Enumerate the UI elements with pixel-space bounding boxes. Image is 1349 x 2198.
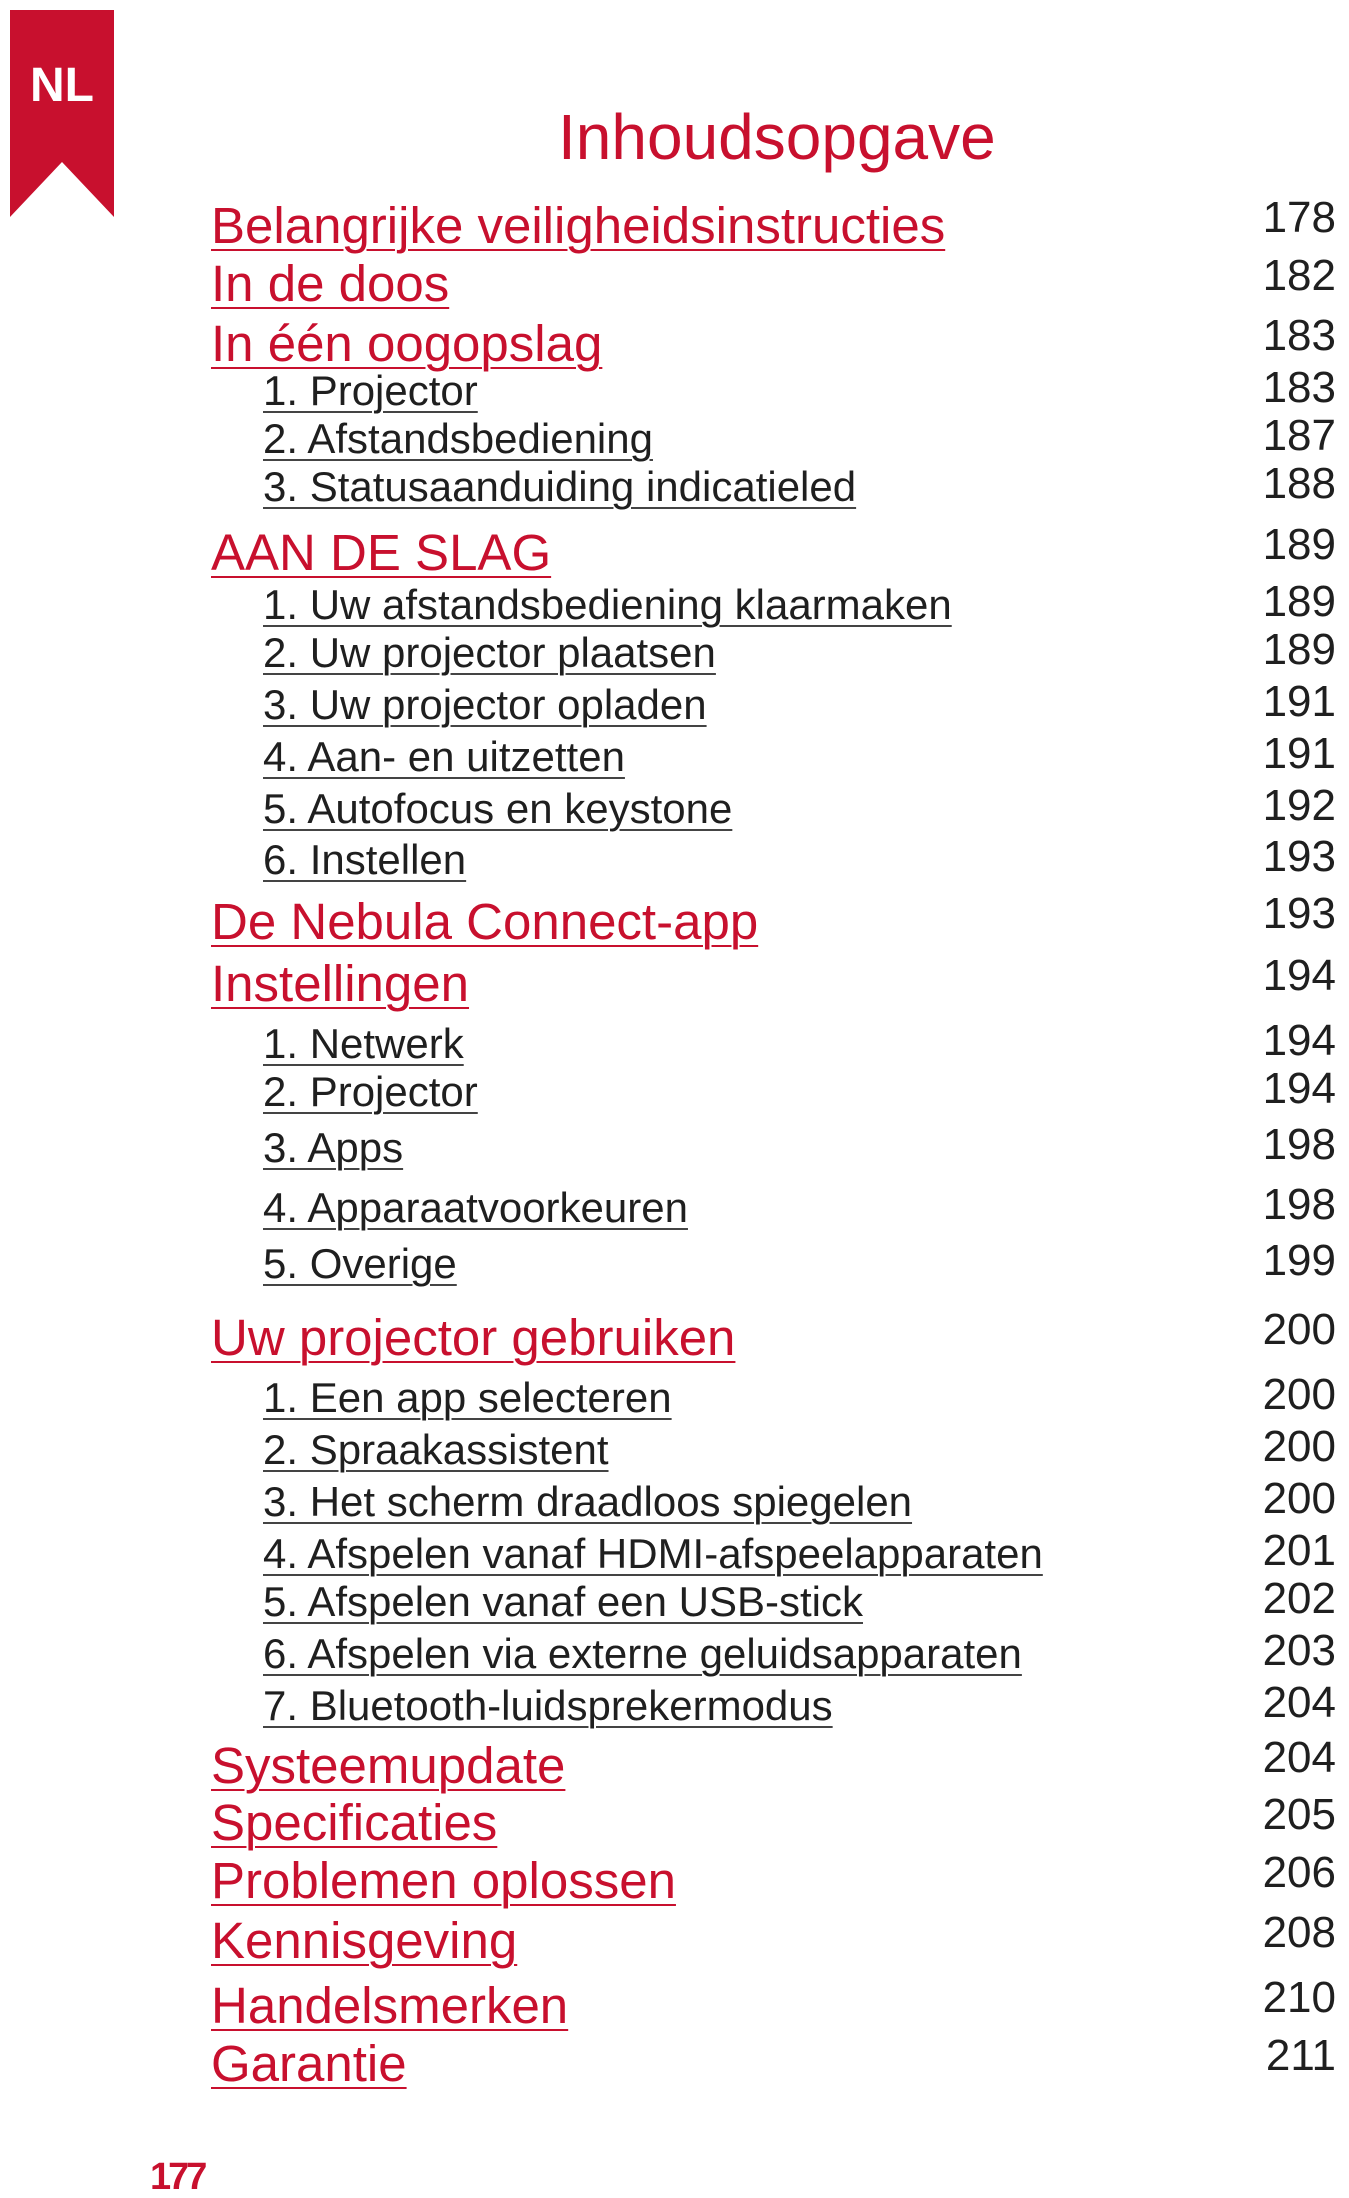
- toc-page-number: 205: [1262, 1790, 1336, 1839]
- toc-entry-title[interactable]: Uw projector gebruiken: [211, 1309, 736, 1366]
- toc-entry-title[interactable]: In de doos: [211, 255, 450, 312]
- toc-entry-title[interactable]: Handelsmerken: [211, 1977, 569, 2034]
- toc-entry-title[interactable]: 5. Afspelen vanaf een USB-stick: [263, 1578, 863, 1625]
- toc-page-number: 199: [1262, 1236, 1336, 1285]
- toc-entry-title[interactable]: 1. Netwerk: [263, 1020, 464, 1067]
- toc-page-number: 208: [1262, 1908, 1336, 1957]
- toc-entry-title[interactable]: Instellingen: [211, 955, 470, 1012]
- toc-entry-title[interactable]: 3. Statusaanduiding indicatieled: [263, 463, 857, 510]
- toc-page-number: 200: [1262, 1305, 1336, 1354]
- toc-page-number: 191: [1262, 677, 1336, 726]
- toc-page-number: 211: [1265, 2031, 1336, 2080]
- toc-entry-title[interactable]: Garantie: [211, 2035, 407, 2092]
- toc-entry-title[interactable]: 6. Afspelen via externe geluidsapparaten: [263, 1630, 1022, 1677]
- toc-page-number: 188: [1262, 459, 1336, 508]
- toc-entry-title[interactable]: 5. Overige: [263, 1240, 457, 1287]
- toc-entry-title[interactable]: 3. Uw projector opladen: [263, 681, 707, 728]
- toc-page-number: 203: [1262, 1626, 1336, 1675]
- toc-page-number: 198: [1262, 1180, 1336, 1229]
- toc-page-number: 189: [1262, 577, 1336, 626]
- toc-page-number: 206: [1262, 1848, 1336, 1897]
- language-label: NL: [30, 59, 94, 112]
- toc-entry-title[interactable]: 2. Uw projector plaatsen: [263, 629, 716, 676]
- toc-page-number: 194: [1262, 1064, 1336, 1113]
- toc-entry-title[interactable]: 2. Projector: [263, 1068, 478, 1115]
- toc-entry-title[interactable]: 6. Instellen: [263, 836, 467, 883]
- toc-page-number: 189: [1262, 625, 1336, 674]
- toc-page-number: 192: [1262, 781, 1336, 830]
- toc-entry-title[interactable]: 2. Afstandsbediening: [263, 415, 653, 462]
- toc-page-number: 182: [1262, 251, 1336, 300]
- toc-entry-title[interactable]: De Nebula Connect-app: [211, 893, 759, 950]
- toc-page-number: 198: [1262, 1120, 1336, 1169]
- toc-page-number: 204: [1262, 1678, 1336, 1727]
- toc-entry-title[interactable]: 4. Apparaatvoorkeuren: [263, 1184, 688, 1231]
- toc-entry-title[interactable]: 3. Het scherm draadloos spiegelen: [263, 1478, 913, 1525]
- toc-entry-title[interactable]: Kennisgeving: [211, 1912, 518, 1969]
- toc-page-number: 200: [1262, 1474, 1336, 1523]
- toc-entry-title[interactable]: In één oogopslag: [211, 315, 603, 372]
- toc-entry-title[interactable]: 1. Uw afstandsbediening klaarmaken: [263, 581, 952, 628]
- toc-page-number: 202: [1262, 1574, 1336, 1623]
- toc-page-number: 187: [1262, 411, 1336, 460]
- toc-page-number: 189: [1262, 520, 1336, 569]
- toc-entry-title[interactable]: 5. Autofocus en keystone: [263, 785, 733, 832]
- toc-page-number: 183: [1262, 363, 1336, 412]
- toc-entry-title[interactable]: Systeemupdate: [211, 1737, 566, 1794]
- toc-page-number: 194: [1262, 951, 1336, 1000]
- toc-page-number: 183: [1262, 311, 1336, 360]
- toc-entry-title[interactable]: 7. Bluetooth-luidsprekermodus: [263, 1682, 833, 1729]
- toc-page-number: 200: [1262, 1422, 1336, 1471]
- toc-page-number: 193: [1262, 889, 1336, 938]
- toc-entry-title[interactable]: 1. Een app selecteren: [263, 1374, 672, 1421]
- toc-page-number: 210: [1262, 1973, 1336, 2022]
- page-title: Inhoudsopgave: [558, 101, 996, 173]
- toc-entry-title[interactable]: 1. Projector: [263, 367, 478, 414]
- page-number: 177: [150, 2156, 205, 2198]
- toc-page-number: 178: [1262, 193, 1336, 242]
- toc-entry-title[interactable]: Problemen oplossen: [211, 1852, 676, 1909]
- toc-page-number: 200: [1262, 1370, 1336, 1419]
- toc-page-number: 204: [1262, 1733, 1336, 1782]
- toc-page-number: 194: [1262, 1016, 1336, 1065]
- toc-entry-title[interactable]: 4. Afspelen vanaf HDMI-afspeelapparaten: [263, 1530, 1043, 1577]
- toc-entry-title[interactable]: Specificaties: [211, 1794, 498, 1851]
- toc-entry-title[interactable]: AAN DE SLAG: [211, 524, 552, 581]
- toc-entry-title[interactable]: 4. Aan- en uitzetten: [263, 733, 625, 780]
- toc-page-number: 191: [1262, 729, 1336, 778]
- toc-page-number: 193: [1262, 832, 1336, 881]
- toc-entry-title[interactable]: Belangrijke veiligheidsinstructies: [211, 197, 946, 254]
- toc-entry-title[interactable]: 2. Spraakassistent: [263, 1426, 609, 1473]
- toc-page-number: 201: [1262, 1526, 1336, 1575]
- toc-entry-title[interactable]: 3. Apps: [263, 1124, 404, 1171]
